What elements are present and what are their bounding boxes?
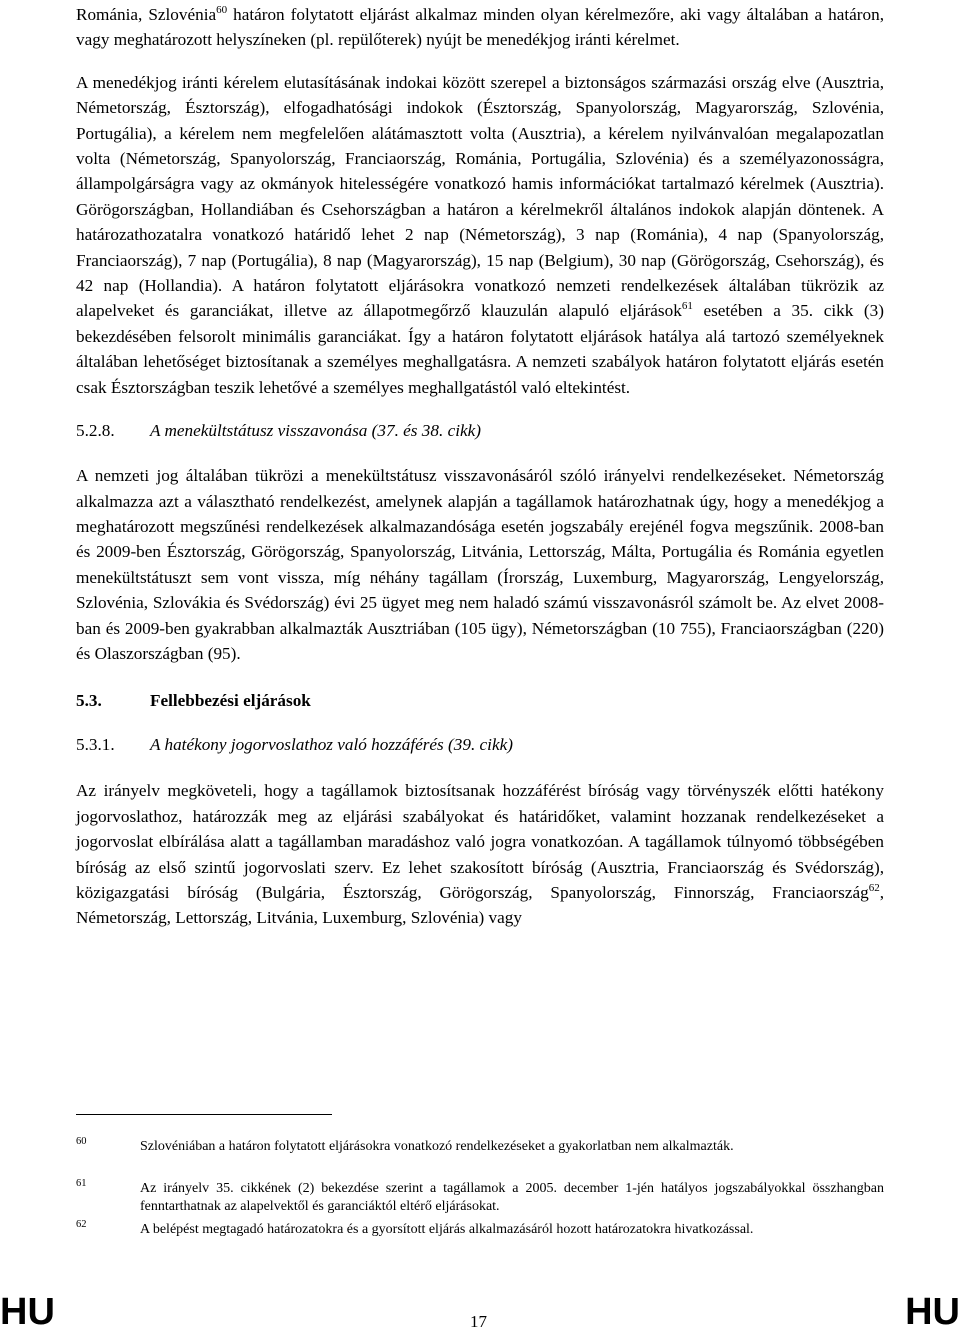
footnote-number: 60 xyxy=(76,1136,87,1147)
footnote-ref-60: 60 xyxy=(216,4,228,16)
language-code-left: HU xyxy=(0,1291,55,1333)
section-heading-5-3 xyxy=(76,688,884,713)
document-body xyxy=(76,0,884,931)
section-number: 5.3.1. xyxy=(76,735,115,755)
paragraph-status-withdrawal: A nemzeti jog általában tükrözi a menekültstátusz visszavonásáról szóló irányelvi rendelkezéseket. Németország alkalmazza azt a választható rendelkezést, amelynek alapján a tagállamok határozhatnak úgy, hogy a menedékjog a meghatározott megszűnési rendelkezések alkalmazandósága esetén jogszabály erejénél fogva megszűnik. 2008-ban és 2009-ben Észtország, Görögország, Spanyolország, Litvánia, Lettország, Málta, Portugália és Románia egyetlen menekültstátuszt sem vont vissza, míg néhány tagállam (Írország, Luxemburg, Magyarország, Lengyelország, Szlovénia, Szlovákia és Svédország) évi 25 ügyet meg nem haladó számú visszavonásról számolt be. Az elvet 2008-ban és 2009-ben gyakrabban alkalmazták Ausztriában (105 ügy), Németországban (10 755), Franciaországban (220) és Olaszországban (95). xyxy=(76,466,884,663)
paragraph-rejection-grounds: A menedékjog iránti kérelem elutasításának indokai között szerepel a biztonságos származási ország elve (Ausztria, Németország, Észtország), elfogadhatósági indokok (Észtország, Spanyolország, Magyarország, Szlovénia, Portugália), a kérelem nem megfelelően alátámasztott volta (Ausztria), a kérelem nyilvánvalóan megalapozatlan volta (Németország, Spanyolország, Franciaország, Románia, Portugália, Szlovénia) és a személyazonosságra, állampolgárságra vagy az okmányok hitelességére vonatkozó hamis információkat tartalmazó kérelmek (Ausztria). Görögországban, Hollandiában és Csehországban a határon a kérelmekről általános indokok alapján döntenek. A határozathozatalra vonatkozó határidő lehet 2 nap (Németország), 3 nap (Románia), 4 nap (Spanyolország, Franciaország), 7 nap (Portugália), 8 nap (Magyarország), 15 nap (Belgium), 30 nap (Görögország, Csehország), és 42 nap (Hollandia). A határon folytatott eljárásokra vonatkozó nemzeti rendelkezések általában tükrözik az alapelveket és garanciákat, illetve az állapotmegőrző klauzulán alapuló eljárások$^{61}$ esetében a 35. cikk (3) bekezdésében felsorolt minimális garanciákat. Így a határon folytatott eljárások hatálya alá tartozó személyeknek általában lehetőséget biztosítanak a személyes meghallgatásra. A nemzeti szabályok határon folytatott eljárás esetén csak Észtországban teszik lehetővé a személyes meghallgatástól való eltekintést. xyxy=(76,72,884,397)
section-heading-5-3-1 xyxy=(76,732,884,757)
footnote-text: Az irányelv 35. cikkének (2) bekezdése szerint a tagállamok a 2005. december 1-jén hatályos jogszabályokkal összhangban fenntarthatnak az alapelvektől és garanciáktól eltérő eljárásokat. xyxy=(140,1181,884,1215)
footnote-text: A belépést megtagadó határozatokra és a gyorsított eljárás alkalmazásáról hozott határozatokra hivatkozással. xyxy=(140,1222,754,1237)
footnote-number: 62 xyxy=(76,1219,87,1230)
footnote-separator xyxy=(76,1114,332,1115)
footnote-number: 61 xyxy=(76,1178,87,1189)
section-title: A hatékony jogorvoslathoz való hozzáférés (39. cikk) xyxy=(150,735,513,755)
paragraph-border-procedure-intro: Románia, Szlovénia$^{60}$ határon folytatott eljárást alkalmaz minden olyan kérelmezőre, aki vagy általában a határon, vagy meghatározott helyszíneken (pl. repülőterek) nyújt be menedékjog iránti kérelmet. xyxy=(76,4,884,50)
language-code-right: HU xyxy=(905,1291,960,1333)
footnote-ref-61: 61 xyxy=(681,300,693,313)
footnote-text: Szlovéniában a határon folytatott eljárásokra vonatkozó rendelkezéseket a gyakorlatban nem alkalmazták. xyxy=(140,1139,734,1154)
section-number: 5.2.8. xyxy=(76,421,115,441)
section-title: A menekültstátusz visszavonása (37. és 38. cikk) xyxy=(150,421,481,441)
footnote-ref-62: 62 xyxy=(868,881,880,894)
section-number: 5.3. xyxy=(76,691,102,711)
section-heading-5-2-8 xyxy=(76,418,884,443)
page-number: 17 xyxy=(470,1312,487,1331)
section-title: Fellebbezési eljárások xyxy=(150,691,311,711)
paragraph-effective-remedy: Az irányelv megköveteli, hogy a tagállamok biztosítsanak hozzáférést bíróság vagy törvényszék előtti hatékony jogorvoslathoz, határozzák meg az eljárási szabályokat és határidőket, valamint hozzanak rendelkezéseket a jogorvoslat elbírálása alatt a tagállamban maradáshoz való jogra vonatkozóan. A tagállamok túlnyomó többségében bíróság az első szintű jogorvoslati szerv. Ez lehet szakosított bíróság (Ausztria, Franciaország és Svédország), közigazgatási bíróság (Bulgária, Észtország, Görögország, Spanyolország, Finnország, Franciaország$^{62}$, Németország, Lettország, Litvánia, Luxemburg, Szlovénia) vagy xyxy=(76,781,884,928)
